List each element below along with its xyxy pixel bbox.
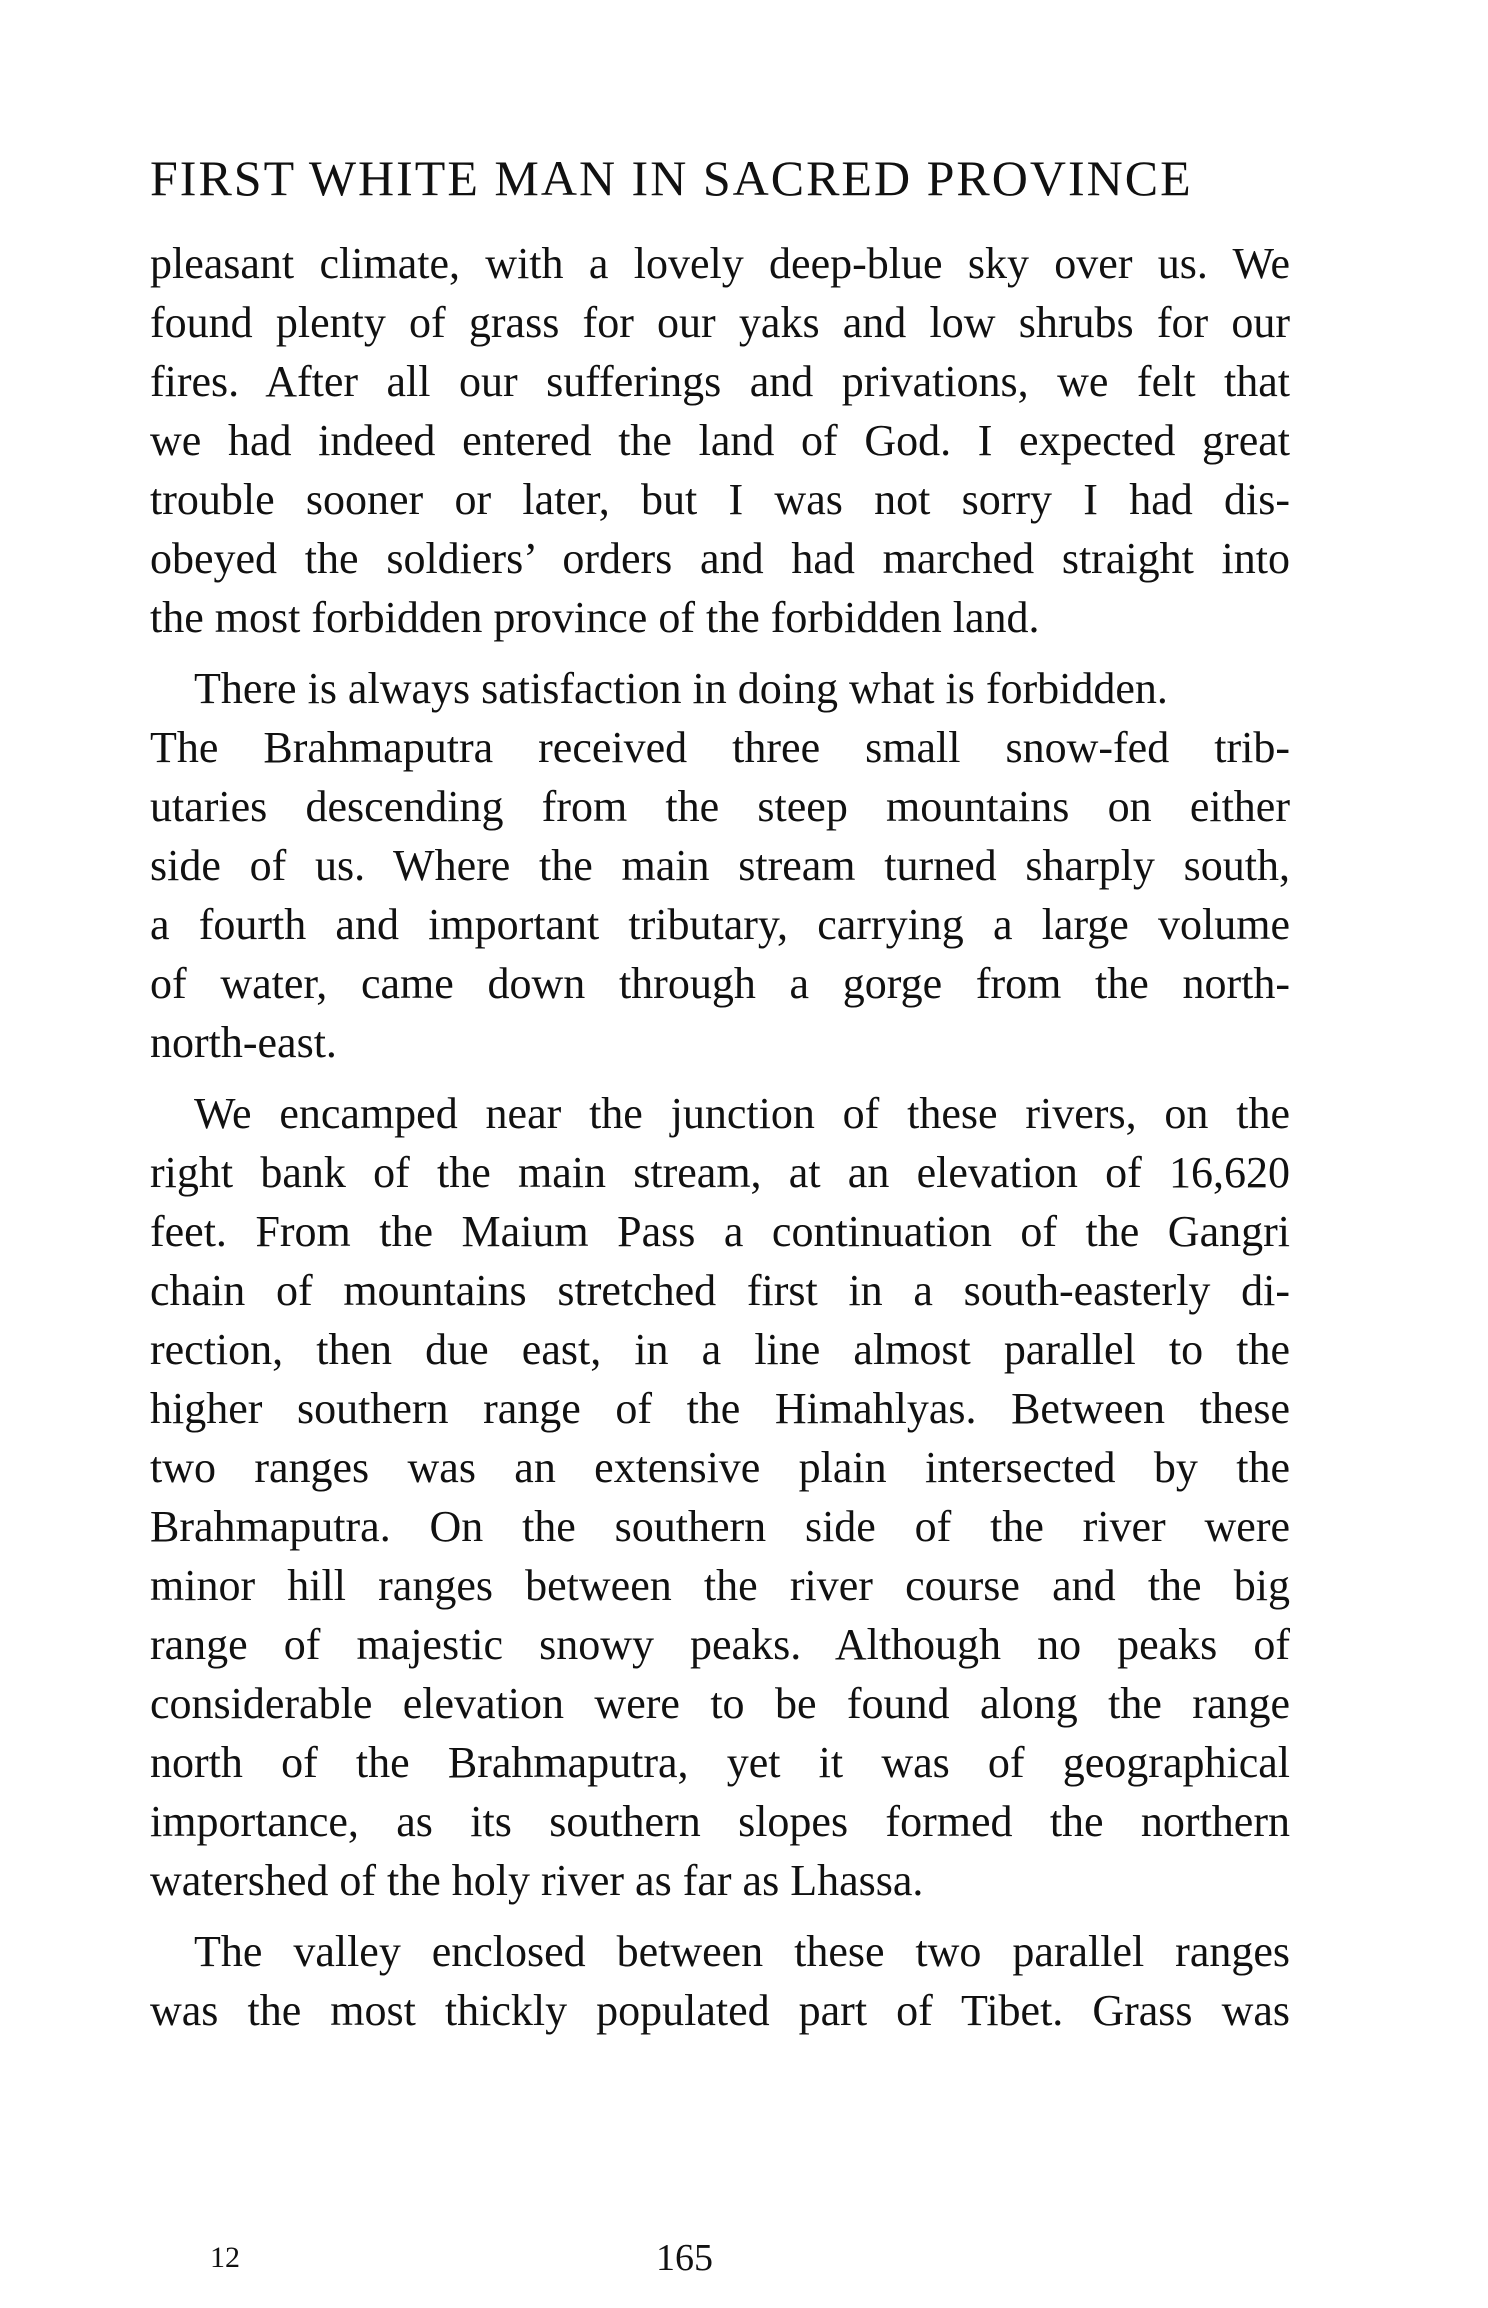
text-line: trouble sooner or later, but I was not sorry I had dis-	[150, 475, 1290, 524]
paragraph-4	[150, 1922, 1290, 2040]
text-line: fires. After all our sufferings and privations, we felt that	[150, 357, 1290, 406]
text-line: There is always satisfaction in doing what is forbidden.	[194, 664, 1168, 713]
text-line: The valley enclosed between these two parallel ranges	[194, 1927, 1290, 1976]
text-line: obeyed the soldiers’ orders and had marched straight into	[150, 534, 1290, 583]
text-line: Brahmaputra. On the southern side of the river were	[150, 1502, 1290, 1551]
text-line: north-east.	[150, 1018, 337, 1067]
text-line: range of majestic snowy peaks. Although no peaks of	[150, 1620, 1290, 1669]
text-line: right bank of the main stream, at an elevation of 16,620	[150, 1148, 1290, 1197]
text-line: importance, as its southern slopes formed the northern	[150, 1797, 1290, 1846]
text-line: feet. From the Maium Pass a continuation of the Gangri	[150, 1207, 1290, 1256]
text-line: chain of mountains stretched first in a south-easterly di-	[150, 1266, 1290, 1315]
paragraph-2	[150, 659, 1290, 1072]
text-line: rection, then due east, in a line almost parallel to the	[150, 1325, 1290, 1374]
text-line: side of us. Where the main stream turned sharply south,	[150, 841, 1290, 890]
text-line: The Brahmaputra received three small snow-fed trib-	[150, 723, 1290, 772]
text-line: a fourth and important tributary, carrying a large volume	[150, 900, 1290, 949]
text-line: of water, came down through a gorge from the north-	[150, 959, 1290, 1008]
signature-mark: 12	[210, 2241, 240, 2274]
body-text	[150, 234, 1290, 2040]
text-line: the most forbidden province of the forbidden land.	[150, 593, 1040, 642]
paragraph-1	[150, 234, 1290, 647]
text-line: was the most thickly populated part of Tibet. Grass was	[150, 1986, 1290, 2035]
text-line: north of the Brahmaputra, yet it was of geographical	[150, 1738, 1290, 1787]
text-line: utaries descending from the steep mountains on either	[150, 782, 1290, 831]
text-line: We encamped near the junction of these rivers, on the	[194, 1089, 1290, 1138]
text-line: two ranges was an extensive plain intersected by the	[150, 1443, 1290, 1492]
text-line: higher southern range of the Himahlyas. Between these	[150, 1384, 1290, 1433]
text-line: found plenty of grass for our yaks and low shrubs for our	[150, 298, 1290, 347]
running-head: FIRST WHITE MAN IN SACRED PROVINCE	[150, 150, 1193, 206]
page-number: 165	[656, 2237, 713, 2279]
paragraph-3	[150, 1084, 1290, 1910]
text-line: pleasant climate, with a lovely deep-blue sky over us. We	[150, 239, 1290, 288]
text-line: watershed of the holy river as far as Lhassa.	[150, 1856, 924, 1905]
text-line: minor hill ranges between the river course and the big	[150, 1561, 1290, 1610]
text-line: considerable elevation were to be found along the range	[150, 1679, 1290, 1728]
text-line: we had indeed entered the land of God. I expected great	[150, 416, 1290, 465]
